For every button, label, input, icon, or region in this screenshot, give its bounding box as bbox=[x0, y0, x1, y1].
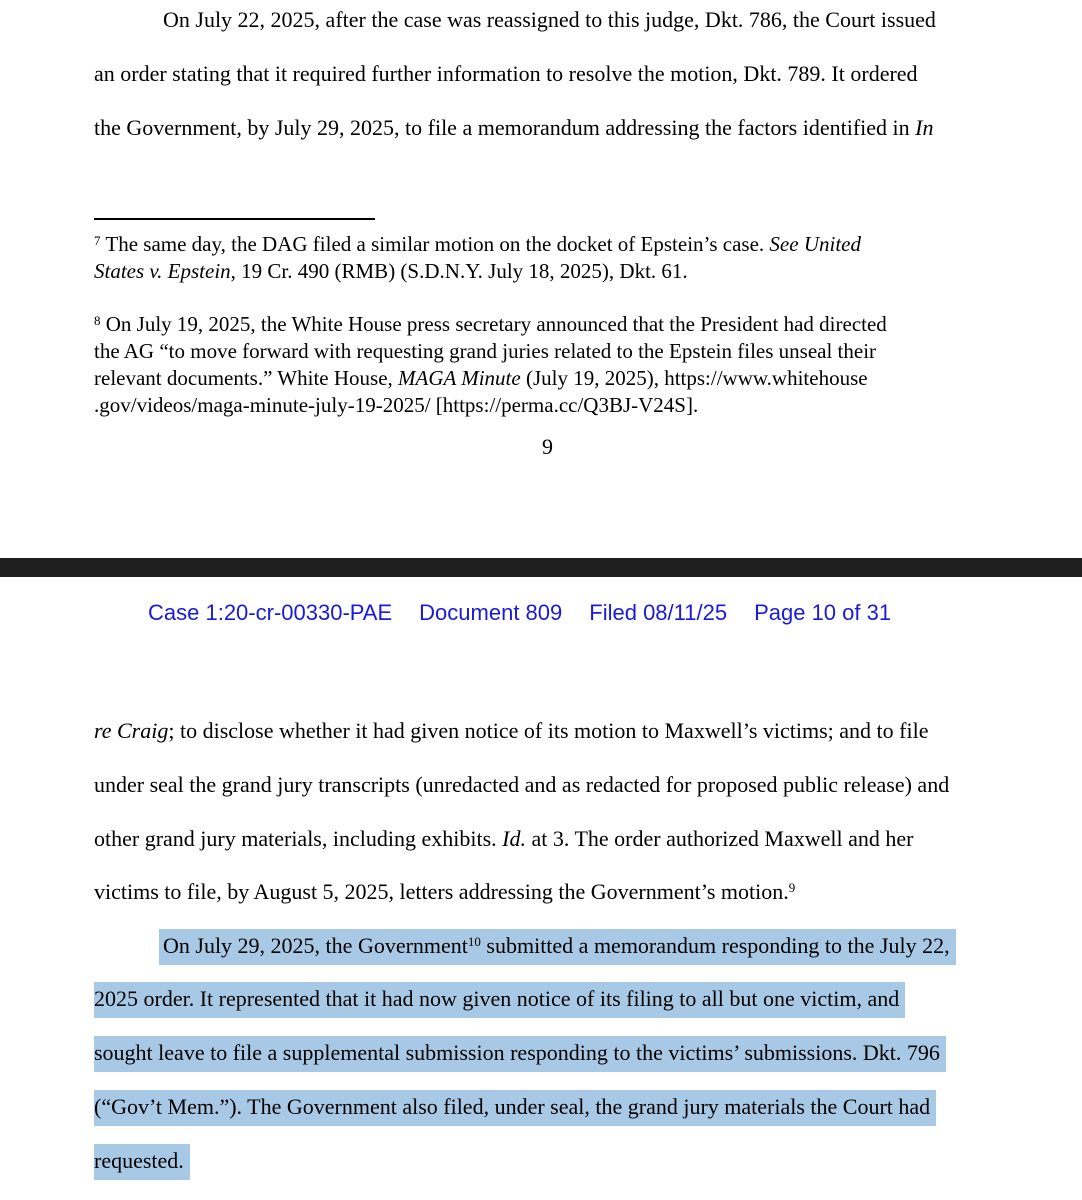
body-text: at 3. The order authorized Maxwell and her bbox=[525, 826, 914, 851]
body-text: ; to disclose whether it had given notice of its motion to Maxwell’s victims; and to file bbox=[168, 718, 929, 743]
body-line: On July 22, 2025, after the case was reassigned to this judge, Dkt. 786, the Court issued bbox=[163, 7, 936, 32]
footnote-number: 8 bbox=[94, 313, 101, 328]
page-break-bar bbox=[0, 558, 1082, 577]
page-number: 9 bbox=[542, 434, 553, 459]
footnote-8-line2: the AG “to move forward with requesting grand juries related to the Epstein files unseal their bbox=[94, 339, 877, 363]
footnote-url: (July 19, 2025), https://www.whitehouse bbox=[520, 366, 868, 390]
footnote-8 bbox=[94, 311, 887, 338]
highlight-span[interactable] bbox=[159, 929, 956, 965]
case-name-italic: re Craig bbox=[94, 718, 169, 743]
filed-date: Filed 08/11/25 bbox=[589, 600, 728, 625]
body-line bbox=[94, 825, 913, 853]
footnote-8-line3 bbox=[94, 365, 868, 392]
body-line: under seal the grand jury transcripts (unredacted and as redacted for proposed public release) and bbox=[94, 772, 950, 797]
body-text: victims to file, by August 5, 2025, letters addressing the Government’s motion. bbox=[94, 879, 789, 904]
body-text: other grand jury materials, including exhibits. bbox=[94, 826, 503, 851]
page-count: Page 10 of 31 bbox=[754, 600, 892, 625]
citation-italic: Id. bbox=[502, 826, 526, 851]
highlight-span[interactable]: sought leave to file a supplemental submission responding to the victims’ submissions. Dkt. 796 bbox=[94, 1036, 946, 1072]
citation-italic: States v. Epstein bbox=[94, 259, 231, 283]
footnote-8-line4: .gov/videos/maga-minute-july-19-2025/ [https://perma.cc/Q3BJ-V24S]. bbox=[94, 393, 699, 417]
highlighted-line[interactable] bbox=[94, 985, 905, 1013]
footnote-text: The same day, the DAG filed a similar motion on the docket of Epstein’s case. bbox=[100, 232, 770, 256]
case-number: Case 1:20-cr-00330-PAE bbox=[148, 600, 393, 625]
body-line bbox=[94, 114, 933, 142]
ecf-header bbox=[148, 599, 918, 627]
footnote-ref: 10 bbox=[467, 934, 481, 949]
highlighted-line[interactable] bbox=[94, 1147, 190, 1175]
body-text: On July 29, 2025, the Government bbox=[163, 933, 468, 958]
body-text: submitted a memorandum responding to the July 22, bbox=[480, 933, 950, 958]
footnote-text: , 19 Cr. 490 (RMB) (S.D.N.Y. July 18, 2025), Dkt. 61. bbox=[230, 259, 688, 283]
citation-italic: See United bbox=[769, 232, 861, 256]
source-italic: MAGA Minute bbox=[398, 366, 521, 390]
footnote-text: relevant documents.” White House, bbox=[94, 366, 399, 390]
case-name-italic: In bbox=[915, 115, 934, 140]
footnote-text: On July 19, 2025, the White House press secretary announced that the President had directed bbox=[100, 312, 887, 336]
highlight-span[interactable]: 2025 order. It represented that it had now given notice of its filing to all but one victim, and bbox=[94, 982, 905, 1018]
footnote-number: 7 bbox=[94, 233, 101, 248]
highlighted-line[interactable] bbox=[163, 932, 956, 960]
body-line: an order stating that it required further information to resolve the motion, Dkt. 789. It ordered bbox=[94, 61, 918, 86]
highlight-span[interactable]: (“Gov’t Mem.”). The Government also filed, under seal, the grand jury materials the Court had bbox=[94, 1090, 936, 1126]
body-line bbox=[94, 878, 795, 906]
footnote-7-line2 bbox=[94, 258, 688, 285]
document-number: Document 809 bbox=[419, 600, 563, 625]
footnote-separator bbox=[94, 218, 375, 220]
highlight-span[interactable]: requested. bbox=[94, 1144, 190, 1180]
body-line bbox=[94, 717, 928, 745]
footnote-ref: 9 bbox=[788, 880, 796, 895]
highlighted-line[interactable] bbox=[94, 1093, 936, 1121]
highlighted-line[interactable] bbox=[94, 1039, 946, 1067]
body-text: the Government, by July 29, 2025, to file a memorandum addressing the factors identified in bbox=[94, 115, 916, 140]
footnote-7 bbox=[94, 231, 861, 258]
